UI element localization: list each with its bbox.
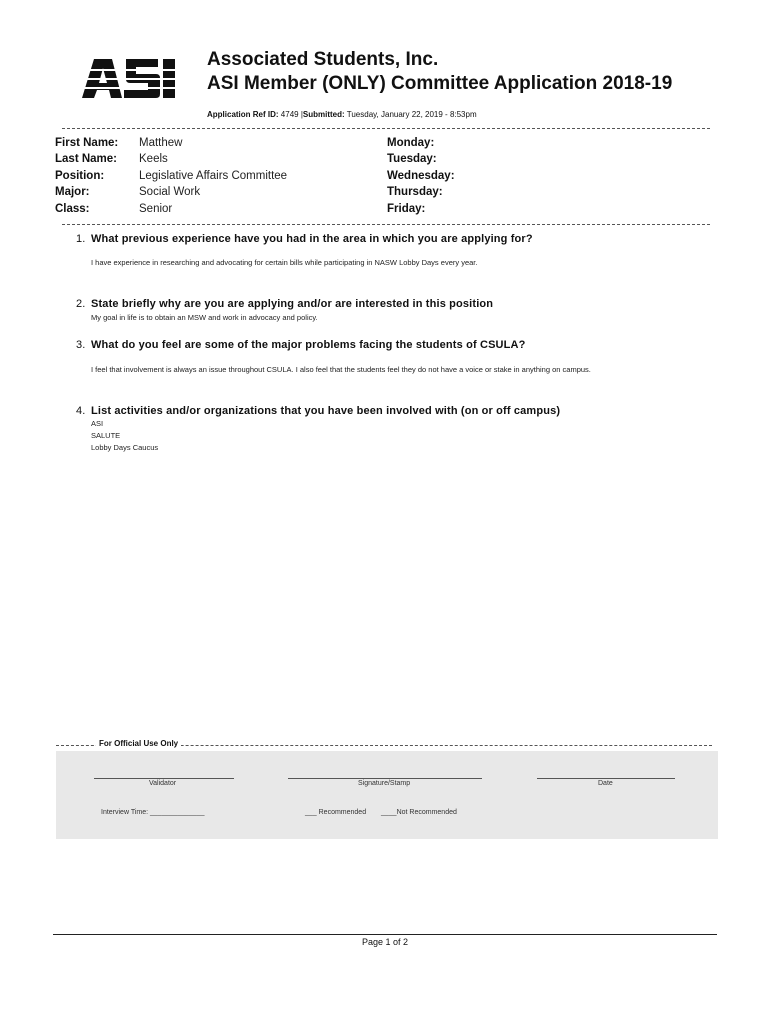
day-wednesday: Wednesday:	[387, 170, 455, 182]
day-monday: Monday:	[387, 137, 435, 149]
form-title: ASI Member (ONLY) Committee Application 2018-19	[207, 73, 673, 94]
ref-id-value: 4749	[280, 110, 299, 119]
answer-3: I feel that involvement is always an issue throughout CSULA. I also feel that the students feel they do not have a voice or stake in anything on campus.	[91, 365, 591, 374]
question-3	[76, 339, 526, 351]
first-name-value: Matthew	[139, 137, 183, 149]
asi-logo	[80, 56, 178, 100]
date-line	[537, 778, 675, 779]
application-meta	[207, 110, 477, 119]
not-recommended-option: ____Not Recommended	[381, 809, 457, 816]
ref-id-label: Application Ref ID:	[207, 110, 279, 119]
signature-line	[288, 778, 482, 779]
interview-time: Interview Time: ______________	[101, 809, 205, 816]
position-value: Legislative Affairs Committee	[139, 170, 288, 182]
class-value: Senior	[139, 203, 173, 215]
day-friday: Friday:	[387, 203, 426, 215]
question-number: 4.	[76, 405, 86, 417]
question-number: 2.	[76, 298, 86, 310]
major-label: Major:	[55, 186, 90, 198]
question-text: What previous experience have you had in the area in which you are applying for?	[91, 233, 533, 245]
answer-4-line-3: Lobby Days Caucus	[91, 443, 159, 452]
submitted-label: Submitted:	[302, 110, 345, 119]
question-1	[76, 233, 533, 245]
question-2	[76, 298, 493, 310]
official-use-box	[56, 751, 718, 839]
footer-rule	[53, 934, 717, 935]
answer-1: I have experience in researching and advocating for certain bills while participating in NASW Lobby Days every year.	[91, 258, 478, 267]
validator-line	[94, 778, 234, 779]
recommended-option: ___ Recommended	[305, 809, 367, 816]
answer-4-line-1: ASI	[91, 419, 104, 428]
signature-label: Signature/Stamp	[358, 780, 411, 787]
validator-label: Validator	[149, 780, 177, 787]
date-label: Date	[598, 780, 613, 787]
question-number: 3.	[76, 339, 86, 351]
answer-4-line-2: SALUTE	[91, 431, 121, 440]
class-label: Class:	[55, 203, 90, 215]
question-text: What do you feel are some of the major problems facing the students of CSULA?	[91, 339, 526, 351]
last-name-value: Keels	[139, 153, 168, 165]
answer-2: My goal in life is to obtain an MSW and work in advocacy and policy.	[91, 313, 318, 322]
page-number: Page 1 of 2	[361, 937, 409, 947]
question-text: State briefly why are you are applying and/or are interested in this position	[91, 298, 494, 310]
first-name-label: First Name:	[55, 137, 119, 149]
divider-info	[62, 224, 710, 225]
official-use-header	[56, 739, 712, 751]
submitted-value: Tuesday, January 22, 2019 - 8:53pm	[346, 110, 477, 119]
official-use-label: For Official Use Only	[96, 739, 181, 748]
day-thursday: Thursday:	[387, 186, 443, 198]
question-4	[76, 405, 560, 417]
divider-top	[62, 128, 710, 129]
organization-title: Associated Students, Inc.	[207, 49, 439, 70]
major-value: Social Work	[139, 186, 201, 198]
last-name-label: Last Name:	[55, 153, 117, 165]
question-text: List activities and/or organizations that you have been involved with (on or off campus)	[91, 405, 561, 417]
position-label: Position:	[55, 170, 105, 182]
question-number: 1.	[76, 233, 86, 245]
meta-separator: |	[300, 110, 303, 119]
day-tuesday: Tuesday:	[387, 153, 437, 165]
